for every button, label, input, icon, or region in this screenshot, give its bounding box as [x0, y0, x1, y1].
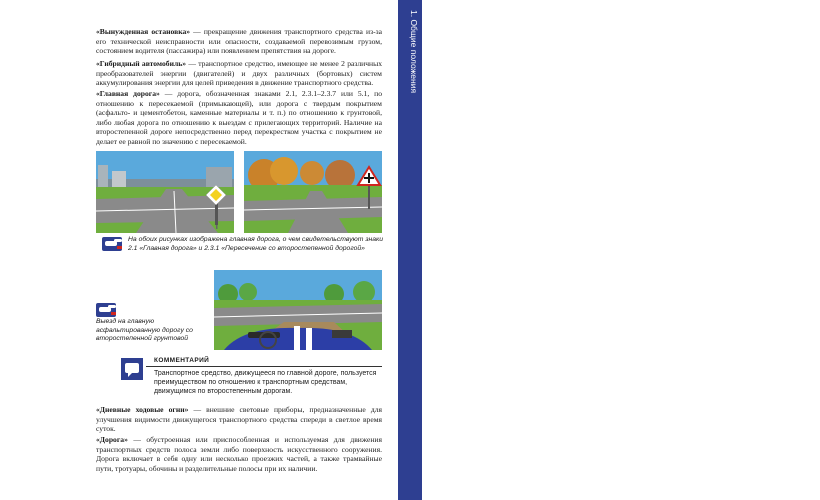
definition-forced-stop: [96, 27, 382, 56]
chapter-side-tab: [398, 0, 811, 500]
comment-divider: [146, 366, 382, 367]
note-main-road: На обоих рисунках изображена главная дорога, о чем свидетельствуют знаки 2.1 «Главная дорога» и 2.3.1 «Пересечение со второстепенной дорогой»: [128, 236, 383, 252]
term: «Дорога»: [96, 435, 128, 444]
term: «Главная дорога»: [96, 89, 160, 98]
illustration-car-exit: [214, 270, 382, 350]
term: «Гибридный автомобиль»: [96, 59, 187, 68]
note-car-exit: Выезд на главную асфальтированную дорогу со второстепенной грунтовой: [96, 318, 193, 343]
comment-icon: [120, 357, 144, 381]
definition-text: — внешние световые приборы, предназначенные для улучшения видимости движущегося транспортного средства спереди в светлое время суток.: [96, 405, 382, 434]
hand-pointing-icon: [102, 236, 124, 252]
page-number: 7: [805, 481, 811, 492]
definition-hybrid-car: [96, 59, 382, 88]
term: «Дневные ходовые огни»: [96, 405, 189, 414]
illustration-main-road-sign: [96, 151, 234, 233]
term: «Вынужденная остановка»: [96, 27, 191, 36]
definition-text: — дорога, обозначенная знаками 2.1, 2.3.1–2.3.7 или 5.1, по отношению к пересекаемой (примыкающей), или дорога с твердым покрытием (асфальто- и цементобетон, каменные материалы и т. п.) по отношению к грунтовой, либо любая дорога по отношению к выездам с прилегающих территорий. Наличие на второстепенной дороге непосредственно перед перекрестком участка с покрытием не делает ее равной по значению с пересекаемой.: [96, 89, 382, 146]
definition-text: — обустроенная или приспособленная и используемая для движения транспортных средств полоса земли либо поверхность искусственного сооружения. Дорога включает в себя одну или несколько проезжих частей, а также трамвайные пути, тротуары, обочины и разделительные полосы при их наличии.: [96, 435, 382, 473]
definition-road: [96, 435, 382, 473]
definition-main-road: [96, 89, 382, 147]
comment-box: [120, 357, 382, 401]
comment-text: Транспортное средство, движущееся по главной дороге, пользуется преимуществом по отношению к транспортным средствам, движущимся по второстепенным дорогам.: [154, 370, 377, 396]
illustration-crossroad-sign: [244, 151, 382, 233]
hand-pointing-icon: [96, 302, 118, 318]
chapter-label: 1. Общие положения: [409, 10, 419, 94]
definition-text: — транспортное средство, имеющее не менее 2 различных преобразователей энергии (двигателей) и двух различных (бортовых) систем аккумулирования энергии для целей приведения в движение транспортного средства.: [96, 59, 382, 88]
definition-daytime-lights: [96, 405, 382, 434]
definition-text: — прекращение движения транспортного средства из-за его технической неисправности или опасности, создаваемой перевозимым грузом, состоянием водителя (пассажира) или появлением препятствия на дороге.: [96, 27, 382, 56]
comment-title: КОММЕНТАРИЙ: [154, 357, 210, 364]
